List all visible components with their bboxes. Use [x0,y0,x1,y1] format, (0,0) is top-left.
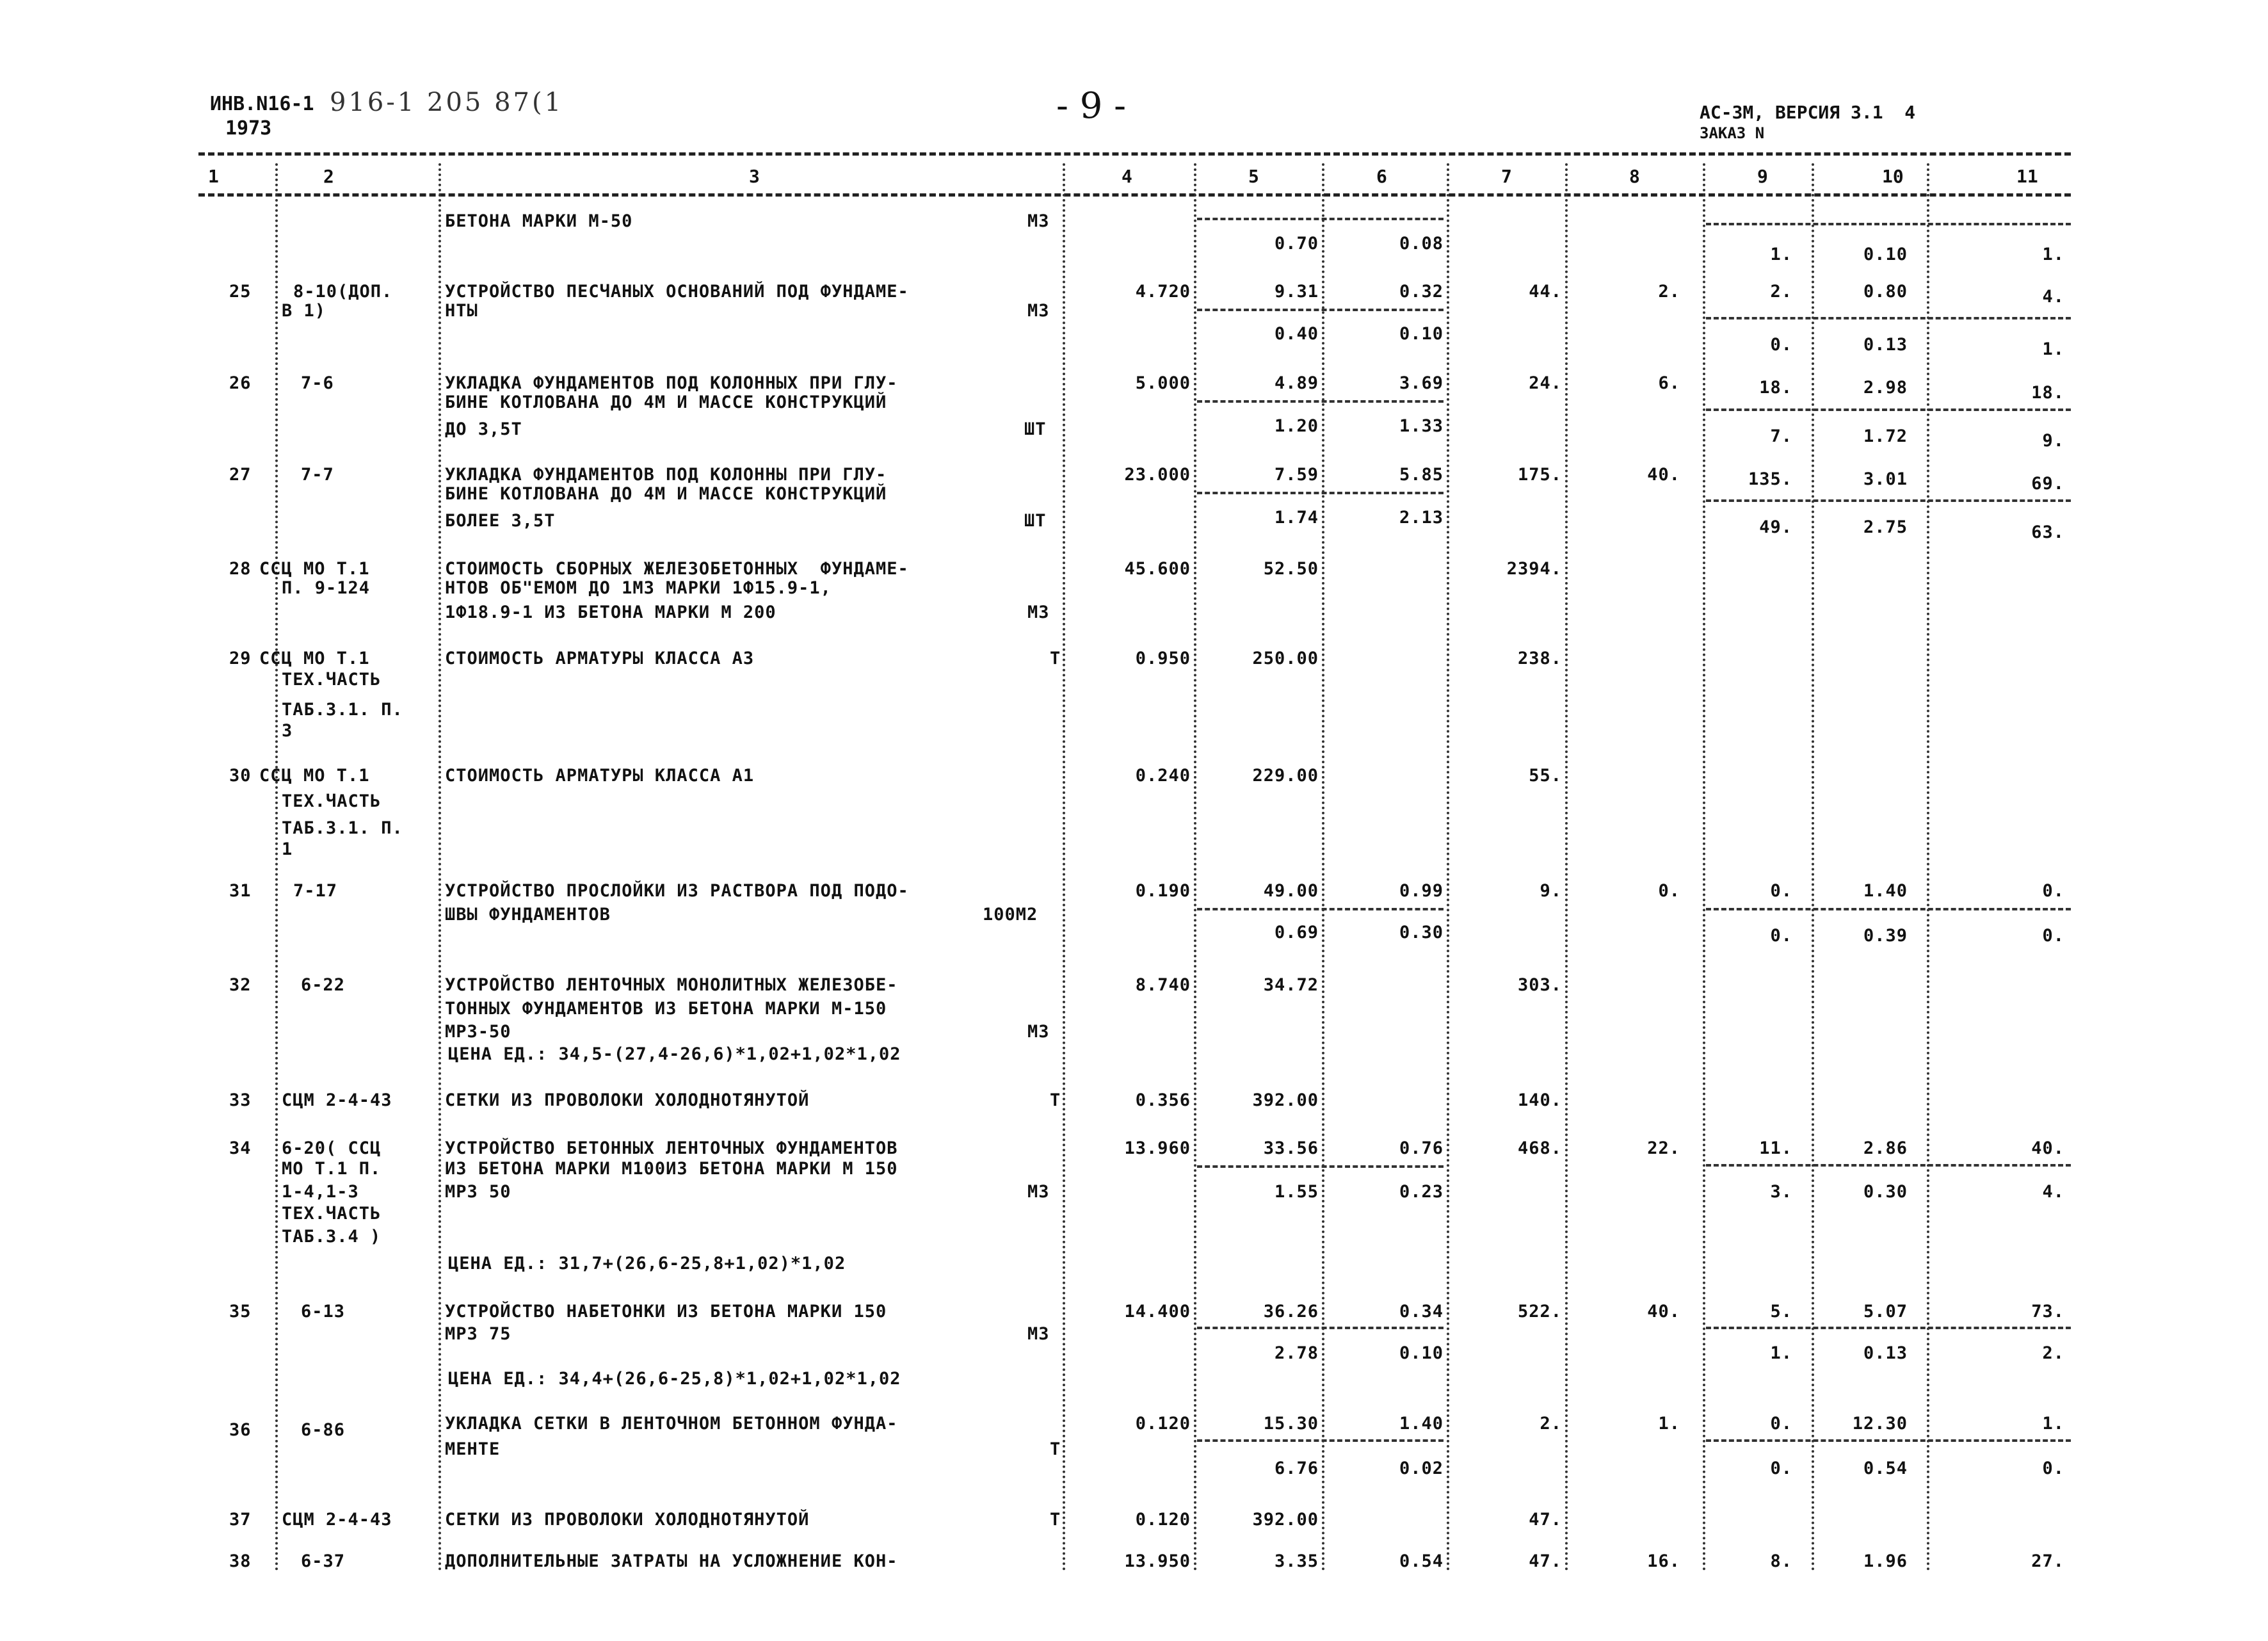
table-cell-r37-code: СЦМ 2-4-43 [282,1510,392,1530]
table-cell-r35-c8: 40. [1647,1302,1680,1322]
table-cell-r27-c11b: 63. [2031,522,2064,542]
table-cell-r29-code3: ТАБ.3.1. П. [282,700,403,720]
col-header-8: 8 [1629,166,1640,187]
col-header-4: 4 [1122,166,1132,187]
table-cell-r32-c7: 303. [1517,975,1562,995]
table-cell-r27-desc2: БИНЕ КОТЛОВАНА ДО 4М И МАССЕ КОНСТРУКЦИЙ [445,484,887,504]
table-cell-r32-desc1: УСТРОЙСТВО ЛЕНТОЧНЫХ МОНОЛИТНЫХ ЖЕЛЕЗОБЕ- [445,975,898,995]
table-cell-r35-c9: 5. [1770,1302,1792,1322]
table-cell-r31-c5: 49.00 [1263,881,1319,901]
table-cell-r30-code2: ТЕХ.ЧАСТЬ [282,791,382,811]
table-cell-r26-c9: 18. [1759,378,1792,398]
table-cell-r28-unit: М3 [1027,602,1050,622]
table-cell-r36-code: 6-86 [301,1420,346,1440]
table-cell-r27-code: 7-7 [301,465,334,485]
table-cell-r27-c9: 135. [1748,469,1792,489]
table-cell-r27-c10b: 2.75 [1863,517,1908,537]
col-header-6: 6 [1376,166,1387,187]
table-cell-r26-c10b: 1.72 [1863,426,1908,446]
table-cell-r36-desc1: УКЛАДКА СЕТКИ В ЛЕНТОЧНОМ БЕТОННОМ ФУНДА- [445,1414,898,1434]
table-cell-r24-c9b: 1. [1770,245,1792,264]
subrow-rule [1197,908,1444,910]
col-header-10: 10 [1882,166,1904,187]
table-cell-r31-c4: 0.190 [1135,881,1191,901]
table-cell-r26-c5b: 1.20 [1274,416,1319,436]
subrow-rule [1706,1164,2071,1167]
table-cell-r35-desc2: МРЗ 75 [445,1324,511,1344]
table-cell-r35-c11: 73. [2031,1302,2064,1322]
table-cell-r34-c11b: 4. [2042,1182,2064,1202]
table-cell-r38-c11: 27. [2031,1551,2064,1571]
table-cell-r34-c5: 33.56 [1263,1138,1319,1158]
table-cell-r27-c6b: 2.13 [1399,508,1444,528]
col-sep-10-11 [1927,163,1929,1572]
table-cell-r27-c11: 69. [2031,474,2064,494]
subrow-rule [1706,908,2071,910]
table-cell-r30-no: 30 [229,766,252,786]
table-cell-r36-c6: 1.40 [1399,1414,1444,1434]
subrow-rule [1197,309,1444,311]
handwritten-catalog-number: 916-1 205 87(1 [330,88,564,117]
table-cell-r30-c4: 0.240 [1135,766,1191,786]
table-cell-r37-c5: 392.00 [1252,1510,1319,1530]
table-cell-r38-c8: 16. [1647,1551,1680,1571]
table-cell-r26-no: 26 [229,373,252,393]
table-cell-r25-c4: 4.720 [1135,282,1191,302]
table-cell-r29-unit: Т [1050,649,1061,668]
table-cell-r29-no: 29 [229,649,252,668]
table-cell-r34-c9b: 3. [1770,1182,1792,1202]
table-cell-r36-no: 36 [229,1420,252,1440]
table-cell-r31-code: 7-17 [293,881,338,901]
table-cell-r34-c8: 22. [1647,1138,1680,1158]
table-cell-r35-c7: 522. [1517,1302,1562,1322]
table-cell-r36-c5: 15.30 [1263,1414,1319,1434]
table-cell-r30-code1: ССЦ МО Т.1 [259,766,370,786]
table-cell-r31-c10b: 0.39 [1863,926,1908,946]
table-cell-r31-c10: 1.40 [1863,881,1908,901]
table-cell-r34-c5b: 1.55 [1274,1182,1319,1202]
table-cell-r31-c8: 0. [1658,881,1680,901]
subrow-rule [1706,223,2071,225]
table-cell-r34-price: ЦЕНА ЕД.: 31,7+(26,6-25,8+1,02)*1,02 [448,1254,846,1273]
table-cell-r34-code2: МО Т.1 П. [282,1159,382,1179]
table-cell-r35-c6: 0.34 [1399,1302,1444,1322]
table-cell-r34-desc1: УСТРОЙСТВО БЕТОННЫХ ЛЕНТОЧНЫХ ФУНДАМЕНТОВ [445,1138,898,1158]
table-cell-r31-c5b: 0.69 [1274,923,1319,942]
table-cell-r38-c9: 8. [1770,1551,1792,1571]
subrow-rule [1706,317,2071,319]
table-cell-r32-c5: 34.72 [1263,975,1319,995]
table-cell-r31-desc1: УСТРОЙСТВО ПРОСЛОЙКИ ИЗ РАСТВОРА ПОД ПОДО- [445,881,909,901]
table-cell-r25-unit: М3 [1027,301,1050,321]
table-cell-r27-desc3: БОЛЕЕ 3,5Т [445,511,556,531]
table-cell-r25-c6b: 0.10 [1399,324,1444,344]
document-year: 1973 [225,117,272,140]
table-cell-r33-c4: 0.356 [1135,1090,1191,1110]
table-cell-r27-c5b: 1.74 [1274,508,1319,528]
table-cell-r28-c4: 45.600 [1124,559,1191,579]
table-cell-r24-desc: БЕТОНА МАРКИ М-50 [445,211,633,231]
table-cell-r27-no: 27 [229,465,252,485]
table-cell-r34-c10: 2.86 [1863,1138,1908,1158]
table-cell-r33-c5: 392.00 [1252,1090,1319,1110]
table-cell-r34-no: 34 [229,1138,252,1158]
table-cell-r31-c9: 0. [1770,881,1792,901]
table-cell-r32-desc2: ТОННЫХ ФУНДАМЕНТОВ ИЗ БЕТОНА МАРКИ М-150 [445,999,887,1019]
table-cell-r34-desc2: ИЗ БЕТОНА МАРКИ М100ИЗ БЕТОНА МАРКИ М 150 [445,1159,898,1179]
table-cell-r29-code1: ССЦ МО Т.1 [259,649,370,668]
col-sep-7-8 [1565,163,1568,1572]
table-cell-r37-desc1: СЕТКИ ИЗ ПРОВОЛОКИ ХОЛОДНОТЯНУТОЙ [445,1510,810,1530]
table-cell-r33-unit: Т [1050,1090,1061,1110]
table-cell-r34-code5: ТАБ.3.4 ) [282,1227,382,1247]
table-cell-r26-c9b: 7. [1770,426,1792,446]
table-cell-r34-c11: 40. [2031,1138,2064,1158]
table-cell-r26-unit: ШТ [1024,419,1047,439]
col-sep-6-7 [1447,163,1449,1572]
table-cell-r25-c9: 2. [1770,282,1792,302]
table-cell-r36-c10b: 0.54 [1863,1459,1908,1478]
table-cell-r36-unit: Т [1050,1439,1061,1459]
col-sep-2-3 [438,163,441,1572]
table-cell-r34-c7: 468. [1517,1138,1562,1158]
system-version: АС-3М, ВЕРСИЯ 3.1 4 [1700,102,1916,123]
table-cell-r32-c4: 8.740 [1135,975,1191,995]
table-cell-r35-c5: 36.26 [1263,1302,1319,1322]
table-cell-r35-no: 35 [229,1302,252,1322]
col-sep-1-2 [275,163,278,1572]
table-cell-r31-desc2: ШВЫ ФУНДАМЕНТОВ [445,905,611,925]
table-cell-r27-c10: 3.01 [1863,469,1908,489]
table-cell-r26-desc1: УКЛАДКА ФУНДАМЕНТОВ ПОД КОЛОННЫХ ПРИ ГЛУ- [445,373,898,393]
table-cell-r25-c6: 0.32 [1399,282,1444,302]
table-cell-r30-desc1: СТОИМОСТЬ АРМАТУРЫ КЛАССА А1 [445,766,755,786]
table-cell-r37-no: 37 [229,1510,252,1530]
table-cell-r27-c9b: 49. [1759,517,1792,537]
table-cell-r31-c11: 0. [2042,881,2064,901]
table-cell-r28-c5: 52.50 [1263,559,1319,579]
col-header-1: 1 [208,166,219,187]
table-cell-r35-price: ЦЕНА ЕД.: 34,4+(26,6-25,8)*1,02+1,02*1,02 [448,1369,901,1389]
col-header-3: 3 [749,166,760,187]
subrow-rule [1197,492,1444,494]
subrow-rule [1197,1327,1444,1329]
table-cell-r36-c6b: 0.02 [1399,1459,1444,1478]
table-cell-r28-no: 28 [229,559,252,579]
col-header-7: 7 [1501,166,1512,187]
table-cell-r38-code: 6-37 [301,1551,346,1571]
inventory-number: ИНВ.N16-1 [210,93,314,115]
table-cell-r35-c10b: 0.13 [1863,1343,1908,1363]
table-cell-r38-desc1: ДОПОЛНИТЕЛЬНЫЕ ЗАТРАТЫ НА УСЛОЖНЕНИЕ КОН- [445,1551,898,1571]
table-cell-r26-c6: 3.69 [1399,373,1444,393]
subrow-rule [1197,1439,1444,1442]
table-cell-r34-c9: 11. [1759,1138,1792,1158]
table-cell-r31-c6b: 0.30 [1399,923,1444,942]
table-cell-r29-code4: 3 [282,721,293,741]
table-cell-r30-c5: 229.00 [1252,766,1319,786]
table-cell-r35-c6b: 0.10 [1399,1343,1444,1363]
table-cell-r33-c7: 140. [1517,1090,1562,1110]
table-cell-r32-price: ЦЕНА ЕД.: 34,5-(27,4-26,6)*1,02+1,02*1,02 [448,1044,901,1064]
table-cell-r29-c7: 238. [1517,649,1562,668]
table-cell-r31-unit: 100М2 [983,905,1038,925]
table-cell-r31-c11b: 0. [2042,926,2064,946]
subrow-rule [1706,408,2071,411]
table-cell-r30-c7: 55. [1529,766,1562,786]
header-rule-top [198,152,2071,156]
table-cell-r26-c7: 24. [1529,373,1562,393]
table-cell-r25-c7: 44. [1529,282,1562,302]
table-cell-r25-c5b: 0.40 [1274,324,1319,344]
table-cell-r38-c6: 0.54 [1399,1551,1444,1571]
table-cell-r27-c6: 5.85 [1399,465,1444,485]
table-cell-r36-c8: 1. [1658,1414,1680,1434]
table-cell-r27-unit: ШТ [1024,511,1047,531]
table-cell-r36-c11b: 0. [2042,1459,2064,1478]
table-cell-r33-desc1: СЕТКИ ИЗ ПРОВОЛОКИ ХОЛОДНОТЯНУТОЙ [445,1090,810,1110]
table-cell-r28-code2: П. 9-124 [282,578,371,598]
subrow-rule [1706,1327,2071,1329]
table-cell-r35-c5b: 2.78 [1274,1343,1319,1363]
table-cell-r27-c4: 23.000 [1124,465,1191,485]
table-cell-r32-desc3: МРЗ-50 [445,1022,511,1042]
table-cell-r26-c10: 2.98 [1863,378,1908,398]
table-cell-r32-code: 6-22 [301,975,346,995]
table-cell-r38-no: 38 [229,1551,252,1571]
table-cell-r34-unit: М3 [1027,1182,1050,1202]
table-cell-r31-c7: 9. [1540,881,1562,901]
table-cell-r35-unit: М3 [1027,1324,1050,1344]
table-cell-r25-c11: 4. [2042,287,2064,307]
table-cell-r37-unit: Т [1050,1510,1061,1530]
subrow-rule [1197,400,1444,403]
col-header-9: 9 [1757,166,1768,187]
table-cell-r30-code3: ТАБ.3.1. П. [282,818,403,838]
table-cell-r34-desc3: МРЗ 50 [445,1182,511,1202]
table-cell-r28-desc2: НТОВ ОБ"ЕМОМ ДО 1М3 МАРКИ 1Ф15.9-1, [445,578,832,598]
col-header-11: 11 [2016,166,2038,187]
table-cell-r27-c8: 40. [1647,465,1680,485]
table-cell-r27-c7: 175. [1517,465,1562,485]
table-cell-r29-c5: 250.00 [1252,649,1319,668]
col-sep-9-10 [1812,163,1814,1572]
table-cell-r29-desc1: СТОИМОСТЬ АРМАТУРЫ КЛАССА А3 [445,649,755,668]
table-cell-r25-desc1: УСТРОЙСТВО ПЕСЧАНЫХ ОСНОВАНИЙ ПОД ФУНДАМЕ- [445,282,909,302]
table-cell-r25-desc2: НТЫ [445,301,478,321]
table-cell-r26-c11: 18. [2031,383,2064,403]
table-cell-r32-no: 32 [229,975,252,995]
header-rule-bottom [198,193,2071,197]
table-cell-r36-c10: 12.30 [1852,1414,1908,1434]
table-cell-r36-c9: 0. [1770,1414,1792,1434]
table-cell-r29-c4: 0.950 [1135,649,1191,668]
table-cell-r26-c11b: 9. [2042,431,2064,451]
table-cell-r24-unit: М3 [1027,211,1050,231]
subrow-rule [1197,218,1444,220]
table-cell-r34-c6b: 0.23 [1399,1182,1444,1202]
table-cell-r24-c5b: 0.70 [1274,234,1319,254]
table-cell-r24-c10b: 0.10 [1863,245,1908,264]
table-cell-r30-code4: 1 [282,839,293,859]
table-cell-r26-c8: 6. [1658,373,1680,393]
table-cell-r31-c6: 0.99 [1399,881,1444,901]
table-cell-r36-c7: 2. [1540,1414,1562,1434]
table-cell-r35-desc1: УСТРОЙСТВО НАБЕТОНКИ ИЗ БЕТОНА МАРКИ 150 [445,1302,887,1322]
table-cell-r24-c6b: 0.08 [1399,234,1444,254]
table-cell-r34-code1: 6-20( ССЦ [282,1138,382,1158]
table-cell-r26-c6b: 1.33 [1399,416,1444,436]
table-cell-r26-c5: 4.89 [1274,373,1319,393]
table-cell-r24-c11b: 1. [2042,245,2064,264]
table-cell-r26-desc2: БИНЕ КОТЛОВАНА ДО 4М И МАССЕ КОНСТРУКЦИЙ [445,392,887,412]
table-cell-r27-desc1: УКЛАДКА ФУНДАМЕНТОВ ПОД КОЛОННЫ ПРИ ГЛУ- [445,465,887,485]
table-cell-r25-c8: 2. [1658,282,1680,302]
table-cell-r25-c10: 0.80 [1863,282,1908,302]
table-cell-r27-c5: 7.59 [1274,465,1319,485]
table-cell-r38-c5: 3.35 [1274,1551,1319,1571]
table-cell-r37-c4: 0.120 [1135,1510,1191,1530]
table-cell-r36-c11: 1. [2042,1414,2064,1434]
table-cell-r26-code: 7-6 [301,373,334,393]
col-header-2: 2 [323,166,334,187]
table-cell-r25-code2: В 1) [282,301,326,321]
table-cell-r37-c7: 47. [1529,1510,1562,1530]
table-cell-r31-no: 31 [229,881,252,901]
page-number: - 9 - [1056,85,1127,127]
table-cell-r28-desc3: 1Ф18.9-1 ИЗ БЕТОНА МАРКИ М 200 [445,602,776,622]
table-cell-r32-unit: М3 [1027,1022,1050,1042]
subrow-rule [1197,1165,1444,1168]
table-cell-r26-desc3: ДО 3,5Т [445,419,522,439]
col-header-5: 5 [1248,166,1259,187]
table-cell-r35-c9b: 1. [1770,1343,1792,1363]
table-cell-r25-c9b: 0. [1770,335,1792,355]
table-cell-r36-c4: 0.120 [1135,1414,1191,1434]
table-cell-r35-c11b: 2. [2042,1343,2064,1363]
table-cell-r33-code: СЦМ 2-4-43 [282,1090,392,1110]
table-cell-r34-code3: 1-4,1-3 [282,1182,359,1202]
table-cell-r28-c7: 2394. [1506,559,1562,579]
table-cell-r36-desc2: МЕНТЕ [445,1439,501,1459]
col-sep-3-4 [1063,163,1065,1572]
table-cell-r28-desc1: СТОИМОСТЬ СБОРНЫХ ЖЕЛЕЗОБЕТОННЫХ ФУНДАМЕ- [445,559,909,579]
col-sep-5-6 [1322,163,1324,1572]
table-cell-r31-c9b: 0. [1770,926,1792,946]
table-cell-r35-c10: 5.07 [1863,1302,1908,1322]
table-cell-r36-c5b: 6.76 [1274,1459,1319,1478]
table-cell-r35-code: 6-13 [301,1302,346,1322]
table-cell-r35-c4: 14.400 [1124,1302,1191,1322]
col-sep-4-5 [1194,163,1196,1572]
table-cell-r29-code2: ТЕХ.ЧАСТЬ [282,670,382,690]
table-cell-r26-c4: 5.000 [1135,373,1191,393]
table-cell-r25-code1: 8-10(ДОП. [293,282,393,302]
table-cell-r25-c10b: 0.13 [1863,335,1908,355]
table-cell-r25-c5: 9.31 [1274,282,1319,302]
table-cell-r34-c4: 13.960 [1124,1138,1191,1158]
table-cell-r38-c7: 47. [1529,1551,1562,1571]
table-cell-r36-c9b: 0. [1770,1459,1792,1478]
table-cell-r38-c4: 13.950 [1124,1551,1191,1571]
table-cell-r34-c6: 0.76 [1399,1138,1444,1158]
subrow-rule [1706,499,2071,502]
table-cell-r33-no: 33 [229,1090,252,1110]
subrow-rule [1706,1439,2071,1442]
table-cell-r25-c11b: 1. [2042,339,2064,359]
table-cell-r28-code1: ССЦ МО Т.1 [259,559,370,579]
table-cell-r34-c10b: 0.30 [1863,1182,1908,1202]
col-sep-8-9 [1703,163,1705,1572]
table-cell-r38-c10: 1.96 [1863,1551,1908,1571]
table-cell-r34-code4: ТЕХ.ЧАСТЬ [282,1204,382,1224]
order-number-label: ЗАКАЗ N [1700,124,1765,142]
table-cell-r25-no: 25 [229,282,252,302]
